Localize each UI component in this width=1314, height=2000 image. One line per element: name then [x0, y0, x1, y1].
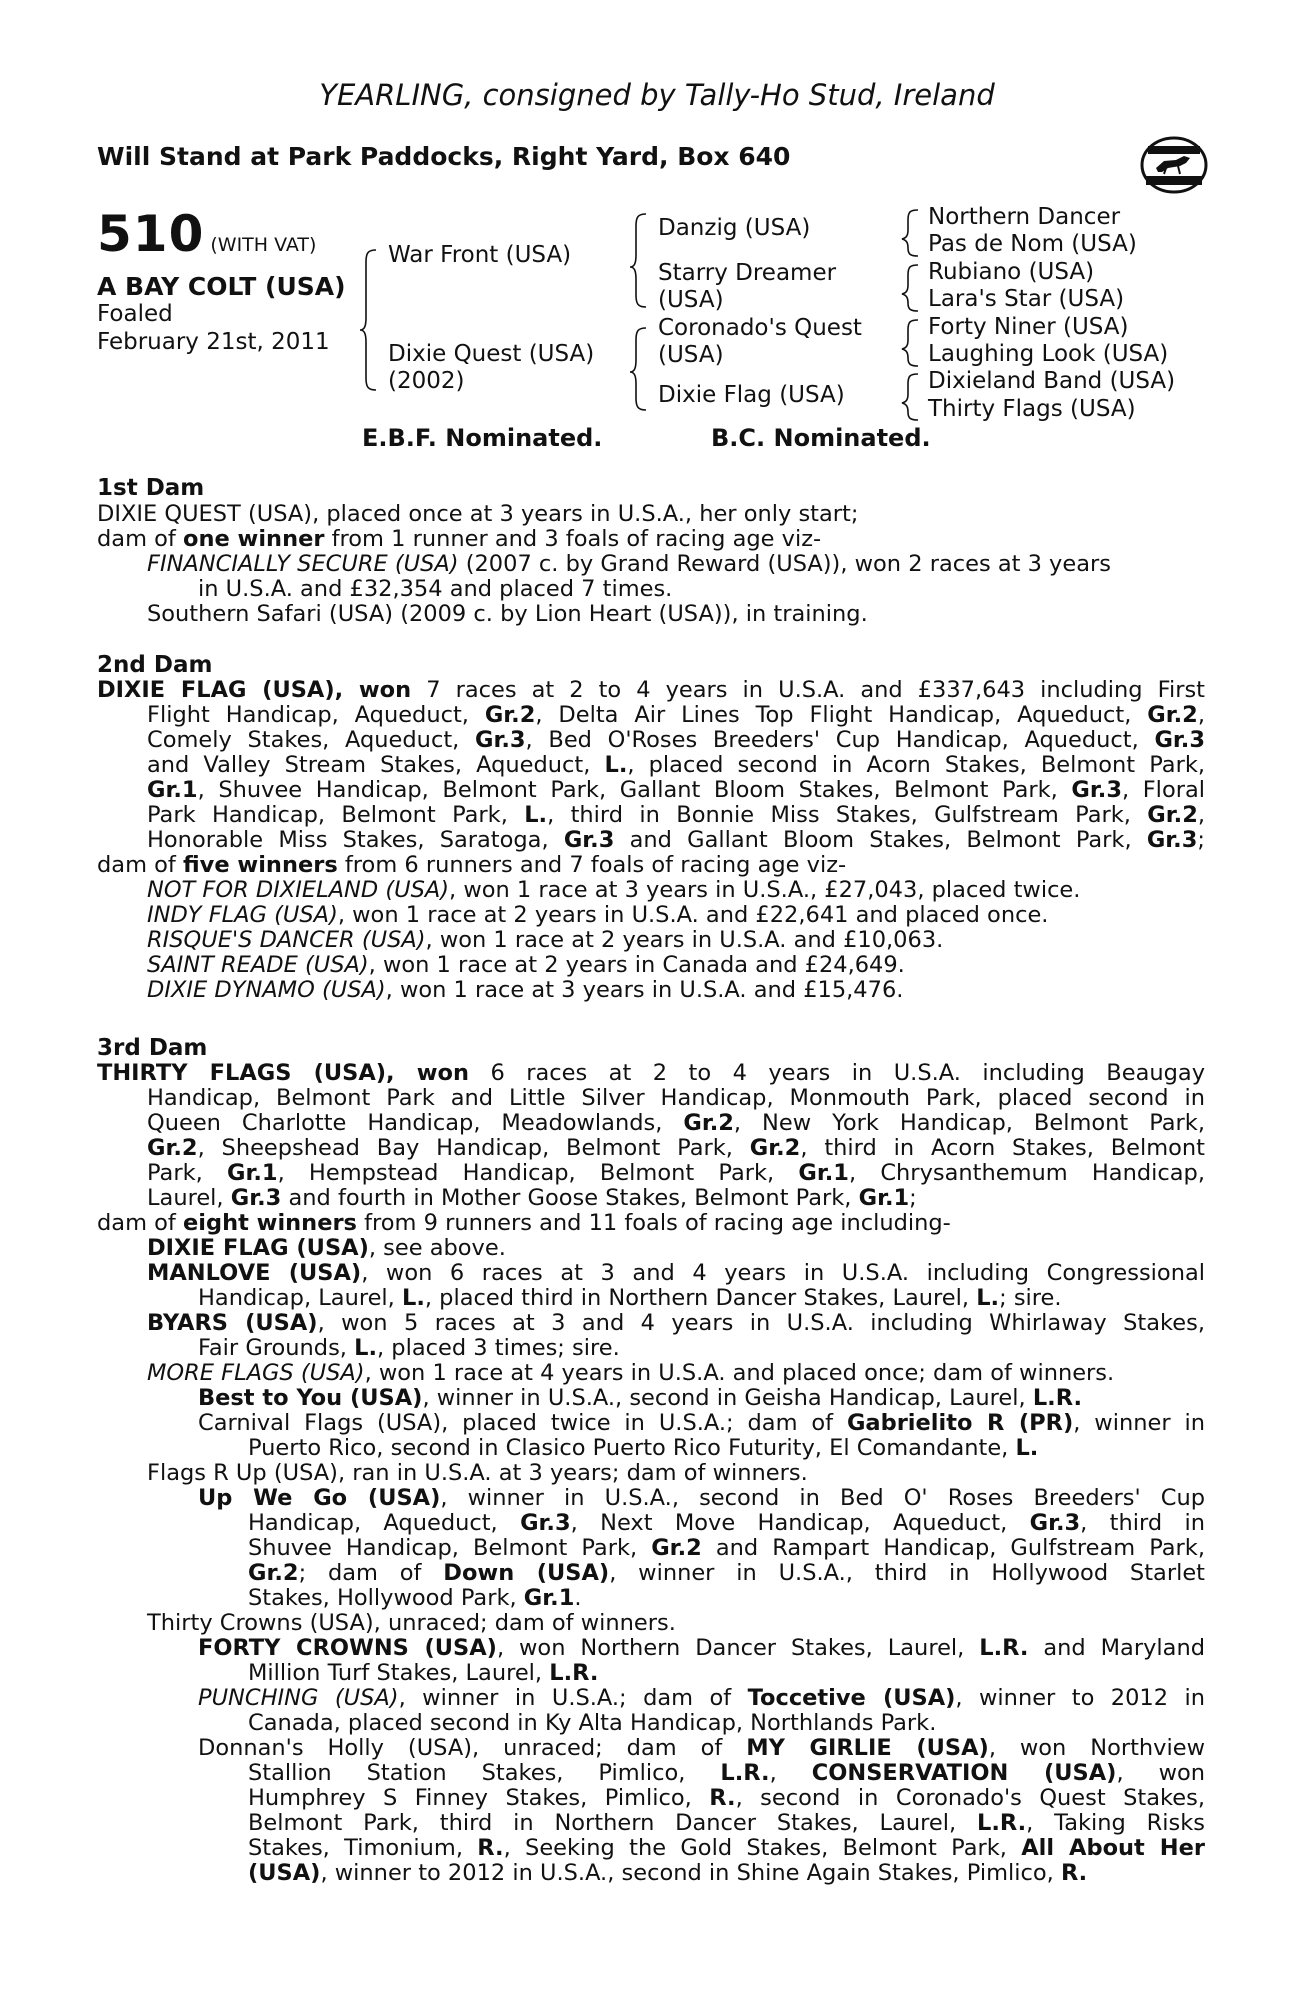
produce-forty-crowns: FORTY CROWNS (USA), won Northern Dancer Stakes, Laurel, L.R. and Maryland — [198, 1635, 1205, 1661]
produce-carnival-flags: Carnival Flags (USA), placed twice in U.S.A.; dam of Gabrielito R (PR), winner in — [198, 1410, 1205, 1436]
sale-header: YEARLING, consigned by Tally-Ho Stud, Ireland — [319, 78, 995, 112]
produce-byars: BYARS (USA), won 5 races at 3 and 4 years in U.S.A. including Whirlaway Stakes, — [147, 1310, 1205, 1336]
produce-item: DIXIE DYNAMO (USA), won 1 race at 3 years in U.S.A. and £15,476. — [147, 977, 904, 1003]
produce-donnans-holly-cont: Stakes, Timonium, R., Seeking the Gold Stakes, Belmont Park, All About Her — [248, 1835, 1205, 1861]
produce-donnans-holly-cont: (USA), winner to 2012 in U.S.A., second in Shine Again Stakes, Pimlico, R. — [248, 1860, 1088, 1886]
produce-dixie-flag: DIXIE FLAG (USA), see above. — [147, 1235, 506, 1261]
produce-donnans-holly-cont: Belmont Park, third in Northern Dancer Stakes, Laurel, L.R., Taking Risks — [248, 1810, 1206, 1836]
produce-punching: PUNCHING (USA), winner in U.S.A.; dam of Toccetive (USA), winner to 2012 in — [198, 1685, 1206, 1711]
produce-punching-cont: Canada, placed second in Ky Alta Handicap, Northlands Park. — [248, 1710, 937, 1736]
pedigree-g3-8: Thirty Flags (USA) — [928, 396, 1136, 422]
pedigree-g3-4: Lara's Star (USA) — [928, 286, 1125, 312]
produce-best-to-you: Best to You (USA), winner in U.S.A., second in Geisha Handicap, Laurel, L.R. — [198, 1385, 1083, 1411]
pedigree-sire: War Front (USA) — [388, 242, 572, 268]
third-dam-record: Gr.2, Sheepshead Bay Handicap, Belmont Park, Gr.2, third in Acorn Stakes, Belmont — [147, 1135, 1205, 1161]
produce-flags-r-up: Flags R Up (USA), ran in U.S.A. at 3 years; dam of winners. — [147, 1460, 808, 1486]
third-dam-produce-line: dam of eight winners from 9 runners and 11 foals of racing age including- — [97, 1210, 951, 1236]
first-dam-title: 1st Dam — [97, 475, 205, 501]
pedigree-dam-sire-line2: (USA) — [658, 342, 724, 368]
produce-donnans-holly: Donnan's Holly (USA), unraced; dam of MY GIRLIE (USA), won Northview — [198, 1735, 1205, 1761]
third-dam-record: Laurel, Gr.3 and fourth in Mother Goose Stakes, Belmont Park, Gr.1; — [147, 1185, 917, 1211]
produce-up-we-go-cont: Stakes, Hollywood Park, Gr.1. — [248, 1585, 582, 1611]
produce-byars-cont: Fair Grounds, L., placed 3 times; sire. — [198, 1335, 620, 1361]
produce-carnival-flags-cont: Puerto Rico, second in Clasico Puerto Rico Futurity, El Comandante, L. — [248, 1435, 1039, 1461]
third-dam-title: 3rd Dam — [97, 1035, 208, 1061]
pedigree-dam-line2: (2002) — [388, 368, 465, 394]
horse-name: A BAY COLT (USA) — [97, 272, 346, 301]
second-dam-record: Honorable Miss Stakes, Saratoga, Gr.3 and Gallant Bloom Stakes, Belmont Park, Gr.3; — [147, 827, 1205, 853]
produce-more-flags: MORE FLAGS (USA), won 1 race at 4 years in U.S.A. and placed once; dam of winners. — [147, 1360, 1115, 1386]
produce-up-we-go-cont: Shuvee Handicap, Belmont Park, Gr.2 and Rampart Handicap, Gulfstream Park, — [248, 1535, 1205, 1561]
third-dam-line: THIRTY FLAGS (USA), won 6 races at 2 to 4 years in U.S.A. including Beaugay — [97, 1060, 1206, 1086]
third-dam-record: Park, Gr.1, Hempstead Handicap, Belmont Park, Gr.1, Chrysanthemum Handicap, — [147, 1160, 1205, 1186]
second-dam-record: and Valley Stream Stakes, Aqueduct, L., placed second in Acorn Stakes, Belmont Park, — [147, 752, 1206, 778]
second-dam-record: Gr.1, Shuvee Handicap, Belmont Park, Gallant Bloom Stakes, Belmont Park, Gr.3, Floral — [147, 777, 1205, 803]
produce-item: SAINT READE (USA), won 1 race at 2 years in Canada and £24,649. — [147, 952, 905, 978]
pedigree-dam-line1: Dixie Quest (USA) — [388, 341, 595, 367]
pedigree-sire-sire: Danzig (USA) — [658, 215, 811, 241]
produce-southern-safari: Southern Safari (USA) (2009 c. by Lion Heart (USA)), in training. — [147, 601, 868, 627]
pedigree-sire-dam-line2: (USA) — [658, 287, 724, 313]
second-dam-record: Flight Handicap, Aqueduct, Gr.2, Delta Air Lines Top Flight Handicap, Aqueduct, Gr.2, — [147, 702, 1205, 728]
pedigree-g3-5: Forty Niner (USA) — [928, 314, 1129, 340]
produce-donnans-holly-cont: Stallion Station Stakes, Pimlico, L.R., CONSERVATION (USA), won — [248, 1760, 1206, 1786]
pedigree-g3-1: Northern Dancer — [928, 204, 1121, 230]
foaled-date: February 21st, 2011 — [97, 329, 330, 355]
pedigree-g3-2: Pas de Nom (USA) — [928, 231, 1137, 257]
first-dam-line: DIXIE QUEST (USA), placed once at 3 years in U.S.A., her only start; — [97, 501, 859, 527]
produce-forty-crowns-cont: Million Turf Stakes, Laurel, L.R. — [248, 1660, 599, 1686]
produce-thirty-crowns: Thirty Crowns (USA), unraced; dam of winners. — [147, 1610, 676, 1636]
third-dam-record: Handicap, Belmont Park and Little Silver Handicap, Monmouth Park, placed second in — [147, 1085, 1205, 1111]
pedigree-g3-6: Laughing Look (USA) — [928, 341, 1169, 367]
pedigree-g3-3: Rubiano (USA) — [928, 259, 1095, 285]
pedigree-g3-7: Dixieland Band (USA) — [928, 368, 1176, 394]
stand-location: Will Stand at Park Paddocks, Right Yard, Box 640 — [97, 142, 791, 171]
produce-item: RISQUE'S DANCER (USA), won 1 race at 2 years in U.S.A. and £10,063. — [147, 927, 944, 953]
ebf-nominated: E.B.F. Nominated. — [362, 424, 603, 452]
bc-nominated: B.C. Nominated. — [711, 424, 931, 452]
produce-manlove: MANLOVE (USA), won 6 races at 3 and 4 years in U.S.A. including Congressional — [147, 1260, 1205, 1286]
second-dam-line: DIXIE FLAG (USA), won 7 races at 2 to 4 years in U.S.A. and £337,643 including First — [97, 677, 1205, 703]
produce-up-we-go-cont: Gr.2; dam of Down (USA), winner in U.S.A., third in Hollywood Starlet — [248, 1560, 1205, 1586]
produce-up-we-go-cont: Handicap, Aqueduct, Gr.3, Next Move Handicap, Aqueduct, Gr.3, third in — [248, 1510, 1205, 1536]
produce-item: NOT FOR DIXIELAND (USA), won 1 race at 3 years in U.S.A., £27,043, placed twice. — [147, 877, 1081, 903]
vat-label: (WITH VAT) — [210, 234, 317, 256]
produce-up-we-go: Up We Go (USA), winner in U.S.A., second in Bed O' Roses Breeders' Cup — [198, 1485, 1205, 1511]
lot-number: 510 — [97, 205, 205, 263]
pedigree-sire-dam-line1: Starry Dreamer — [658, 260, 837, 286]
produce-donnans-holly-cont: Humphrey S Finney Stakes, Pimlico, R., second in Coronado's Quest Stakes, — [248, 1785, 1205, 1811]
foaled-label: Foaled — [97, 301, 173, 327]
second-dam-record: Park Handicap, Belmont Park, L., third in Bonnie Miss Stakes, Gulfstream Park, Gr.2, — [147, 802, 1206, 828]
pedigree-dam-sire-line1: Coronado's Quest — [658, 315, 862, 341]
pedigree-dam-dam: Dixie Flag (USA) — [658, 382, 845, 408]
third-dam-record: Queen Charlotte Handicap, Meadowlands, Gr.2, New York Handicap, Belmont Park, — [147, 1110, 1205, 1136]
second-dam-produce-line: dam of five winners from 6 runners and 7 foals of racing age viz- — [97, 852, 847, 878]
produce-financially-secure: FINANCIALLY SECURE (USA) (2007 c. by Grand Reward (USA)), won 2 races at 3 years — [147, 551, 1111, 577]
second-dam-title: 2nd Dam — [97, 652, 213, 678]
second-dam-record: Comely Stakes, Aqueduct, Gr.3, Bed O'Roses Breeders' Cup Handicap, Aqueduct, Gr.3 — [147, 727, 1205, 753]
produce-item: INDY FLAG (USA), won 1 race at 2 years in U.S.A. and £22,641 and placed once. — [147, 902, 1049, 928]
produce-manlove-cont: Handicap, Laurel, L., placed third in Northern Dancer Stakes, Laurel, L.; sire. — [198, 1285, 1062, 1311]
first-dam-produce-line: dam of one winner from 1 runner and 3 foals of racing age viz- — [97, 526, 822, 552]
produce-financially-secure-cont: in U.S.A. and £32,354 and placed 7 times. — [198, 576, 673, 602]
